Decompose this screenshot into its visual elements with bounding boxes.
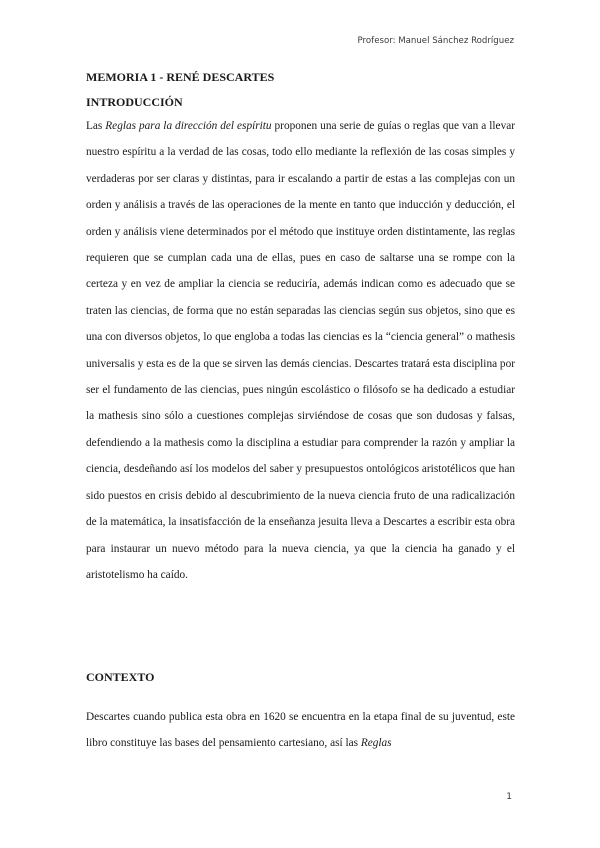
context-paragraph <box>86 704 515 757</box>
document-title: MEMORIA 1 - RENÉ DESCARTES <box>86 70 275 84</box>
intro-lead-word: Las <box>86 120 103 132</box>
section-heading-introduction: INTRODUCCIÓN <box>86 95 183 109</box>
work-title-italic: Reglas para la dirección del espíritu <box>105 120 272 132</box>
intro-body-text: proponen una serie de guías o reglas que van a llevar nuestro espíritu a la verdad de las cosas, todo ello mediante la reflexión de las cosas simples y verdaderas por ser claras y distintas, para ir escalando a partir de estas a las complejas con un orden y análisis a través de las operaciones de la mente en tanto que inducción y deducción, el orden y análisis viene determinados por el método que instituye orden distintamente, las reglas requieren que se cumplan cada una de ellas, pues en caso de saltarse una se rompe con la certeza y en vez de ampliar la ciencia se reduciría, además indican como es adecuado que se traten las ciencias, de forma que no están separadas las ciencias según sus objetos, sino que es una con diversos objetos, lo que engloba a todas las ciencias es la “ciencia general” o mathesis universalis y esta es de la que se sirven las demás ciencias. Descartes tratará esta disciplina por ser el fundamento de las ciencias, pues ningún escolástico o filósofo se ha dedicado a estudiar la mathesis sino sólo a cuestiones complejas sirviéndose de cosas que son dudosas y falsas, defendiendo a la mathesis como la disciplina a estudiar para comprender la razón y ampliar la ciencia, desdeñando así los modelos del saber y presupuestos ontológicos aristotélicos que han sido puestos en crisis debido al descubrimiento de la nueva ciencia fruto de una radicalización de la matemática, la insatisfacción de la enseñanza jesuita lleva a Descartes a escribir esta obra para instaurar un nuevo método para la nueva ciencia, ya que la ciencia ha ganado y el aristotelismo ha caído. <box>86 120 515 581</box>
page-header: Profesor: Manuel Sánchez Rodríguez <box>357 36 514 46</box>
page-number: 1 <box>506 792 512 802</box>
context-trailing-italic: Reglas <box>360 737 392 750</box>
introduction-paragraph <box>86 113 515 588</box>
section-heading-context: CONTEXTO <box>86 670 155 684</box>
context-body-text: Descartes cuando publica esta obra en 1620 se encuentra en la etapa final de su juventud, este libro constituye las bases del pensamiento cartesiano, así las <box>86 711 515 750</box>
